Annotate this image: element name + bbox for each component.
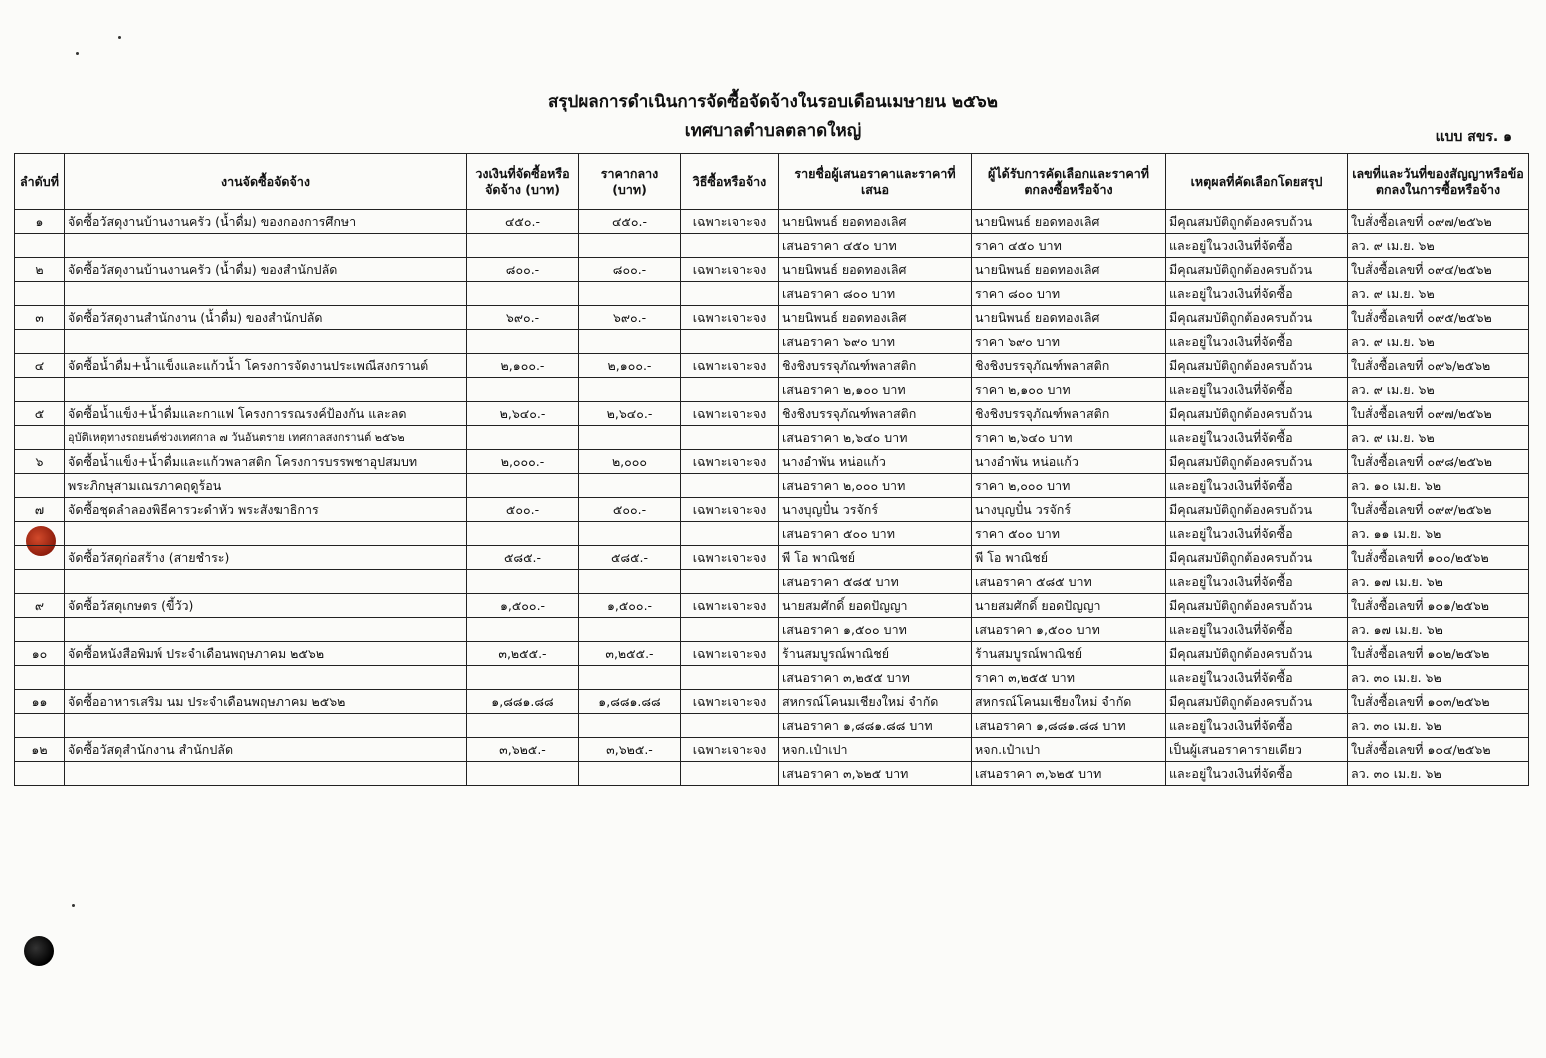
cell-item: อุบัติเหตุทางรถยนต์ช่วงเทศกาล ๗ วันอันตราย เทศกาลสงกรานต์ ๒๕๖๒ xyxy=(65,426,467,450)
cell-no: ๑๑ xyxy=(15,690,65,714)
hole-punch-mark xyxy=(24,936,54,966)
table-body xyxy=(15,210,1529,786)
cell-item xyxy=(65,378,467,402)
table-row xyxy=(15,762,1529,786)
cell-budget: ๓,๒๕๕.- xyxy=(467,642,579,666)
cell-median-price: ๑,๘๘๑.๘๘ xyxy=(579,690,681,714)
cell-budget xyxy=(467,378,579,402)
cell-no: ๗ xyxy=(15,498,65,522)
cell-method: เฉพาะเจาะจง xyxy=(681,402,779,426)
cell-no xyxy=(15,618,65,642)
cell-item xyxy=(65,522,467,546)
cell-contract: ลว. ๓๐ เม.ย. ๖๒ xyxy=(1348,666,1529,690)
cell-reason: มีคุณสมบัติถูกต้องครบถ้วน xyxy=(1166,690,1348,714)
cell-item: จัดซื้อวัสดุเกษตร (ขี้วัว) xyxy=(65,594,467,618)
cell-item xyxy=(65,282,467,306)
table-row xyxy=(15,234,1529,258)
cell-reason: มีคุณสมบัติถูกต้องครบถ้วน xyxy=(1166,258,1348,282)
cell-reason: มีคุณสมบัติถูกต้องครบถ้วน xyxy=(1166,546,1348,570)
table-row xyxy=(15,618,1529,642)
cell-median-price: ๔๕๐.- xyxy=(579,210,681,234)
cell-median-price xyxy=(579,714,681,738)
col-header-method: วิธีซื้อหรือจ้าง xyxy=(681,154,779,210)
cell-budget: ๘๐๐.- xyxy=(467,258,579,282)
cell-bidder: เสนอราคา ๓,๖๒๕ บาท xyxy=(779,762,972,786)
table-row xyxy=(15,402,1529,426)
cell-median-price xyxy=(579,234,681,258)
cell-method: เฉพาะเจาะจง xyxy=(681,642,779,666)
cell-bidder: เสนอราคา ๕๐๐ บาท xyxy=(779,522,972,546)
table-row xyxy=(15,330,1529,354)
cell-no: ๕ xyxy=(15,402,65,426)
cell-median-price xyxy=(579,426,681,450)
cell-budget: ๔๕๐.- xyxy=(467,210,579,234)
document-subtitle: เทศบาลตำบลตลาดใหญ่ xyxy=(684,121,862,141)
cell-budget: ๒,๐๐๐.- xyxy=(467,450,579,474)
cell-median-price xyxy=(579,474,681,498)
cell-bidder: นายนิพนธ์ ยอดทองเลิศ xyxy=(779,210,972,234)
table-row xyxy=(15,426,1529,450)
document-title: สรุปผลการดำเนินการจัดซื้อจัดจ้างในรอบเดือนเมษายน ๒๕๖๒ xyxy=(548,92,998,112)
cell-contract: ลว. ๑๐ เม.ย. ๖๒ xyxy=(1348,474,1529,498)
cell-budget xyxy=(467,234,579,258)
cell-no xyxy=(15,546,65,570)
cell-selected: ร้านสมบูรณ์พาณิชย์ xyxy=(972,642,1166,666)
cell-selected: ราคา ๘๐๐ บาท xyxy=(972,282,1166,306)
cell-no: ๔ xyxy=(15,354,65,378)
cell-bidder: นางอำพัน หน่อแก้ว xyxy=(779,450,972,474)
cell-contract: ลว. ๓๐ เม.ย. ๖๒ xyxy=(1348,762,1529,786)
cell-no xyxy=(15,522,65,546)
cell-method: เฉพาะเจาะจง xyxy=(681,210,779,234)
cell-contract: ลว. ๙ เม.ย. ๖๒ xyxy=(1348,282,1529,306)
table-row xyxy=(15,642,1529,666)
cell-selected: หจก.เป๋าเปา xyxy=(972,738,1166,762)
cell-selected: นายนิพนธ์ ยอดทองเลิศ xyxy=(972,306,1166,330)
cell-budget: ๒,๖๔๐.- xyxy=(467,402,579,426)
cell-reason: และอยู่ในวงเงินที่จัดซื้อ xyxy=(1166,282,1348,306)
cell-no xyxy=(15,234,65,258)
cell-budget: ๑,๕๐๐.- xyxy=(467,594,579,618)
cell-no xyxy=(15,570,65,594)
table-row xyxy=(15,282,1529,306)
table-row xyxy=(15,546,1529,570)
cell-bidder: เสนอราคา ๑,๘๘๑.๘๘ บาท xyxy=(779,714,972,738)
cell-reason: มีคุณสมบัติถูกต้องครบถ้วน xyxy=(1166,354,1348,378)
cell-bidder: เสนอราคา ๒,๖๔๐ บาท xyxy=(779,426,972,450)
cell-item: พระภิกษุสามเณรภาคฤดูร้อน xyxy=(65,474,467,498)
cell-item xyxy=(65,570,467,594)
cell-budget: ๓,๖๒๕.- xyxy=(467,738,579,762)
cell-selected: ราคา ๔๕๐ บาท xyxy=(972,234,1166,258)
cell-item: จัดซื้อวัสดุสำนักงาน สำนักปลัด xyxy=(65,738,467,762)
cell-selected: ราคา ๕๐๐ บาท xyxy=(972,522,1166,546)
cell-selected: ชิงชิงบรรจุภัณฑ์พลาสติก xyxy=(972,354,1166,378)
cell-selected: พี โอ พาณิชย์ xyxy=(972,546,1166,570)
cell-selected: นางอำพัน หน่อแก้ว xyxy=(972,450,1166,474)
cell-no: ๒ xyxy=(15,258,65,282)
procurement-table xyxy=(14,153,1529,786)
cell-item: จัดซื้อวัสดุงานบ้านงานครัว (น้ำดื่ม) ของสำนักปลัด xyxy=(65,258,467,282)
cell-reason: มีคุณสมบัติถูกต้องครบถ้วน xyxy=(1166,306,1348,330)
cell-selected: สหกรณ์โคนมเชียงใหม่ จำกัด xyxy=(972,690,1166,714)
cell-bidder: เสนอราคา ๔๕๐ บาท xyxy=(779,234,972,258)
cell-reason: และอยู่ในวงเงินที่จัดซื้อ xyxy=(1166,666,1348,690)
cell-method: เฉพาะเจาะจง xyxy=(681,498,779,522)
cell-median-price: ๑,๕๐๐.- xyxy=(579,594,681,618)
cell-bidder: นางบุญปั๋น วรจักร์ xyxy=(779,498,972,522)
cell-contract: ใบสั่งซื้อเลขที่ ๐๙๘/๒๕๖๒ xyxy=(1348,450,1529,474)
cell-no xyxy=(15,378,65,402)
cell-bidder: เสนอราคา ๘๐๐ บาท xyxy=(779,282,972,306)
cell-reason: เป็นผู้เสนอราคารายเดียว xyxy=(1166,738,1348,762)
cell-budget xyxy=(467,570,579,594)
table-row xyxy=(15,498,1529,522)
cell-item xyxy=(65,762,467,786)
cell-budget xyxy=(467,426,579,450)
cell-method xyxy=(681,570,779,594)
cell-budget xyxy=(467,762,579,786)
cell-method: เฉพาะเจาะจง xyxy=(681,306,779,330)
cell-selected: เสนอราคา ๑,๘๘๑.๘๘ บาท xyxy=(972,714,1166,738)
cell-budget: ๑,๘๘๑.๘๘ xyxy=(467,690,579,714)
cell-method xyxy=(681,714,779,738)
cell-item xyxy=(65,666,467,690)
cell-no xyxy=(15,426,65,450)
cell-no xyxy=(15,474,65,498)
cell-method: เฉพาะเจาะจง xyxy=(681,354,779,378)
cell-item xyxy=(65,234,467,258)
cell-contract: ลว. ๙ เม.ย. ๖๒ xyxy=(1348,330,1529,354)
col-header-median-price: ราคากลาง (บาท) xyxy=(579,154,681,210)
cell-no: ๑ xyxy=(15,210,65,234)
col-header-bidders: รายชื่อผู้เสนอราคาและราคาที่เสนอ xyxy=(779,154,972,210)
cell-median-price xyxy=(579,330,681,354)
cell-contract: ใบสั่งซื้อเลขที่ ๐๙๗/๒๕๖๒ xyxy=(1348,210,1529,234)
cell-bidder: สหกรณ์โคนมเชียงใหม่ จำกัด xyxy=(779,690,972,714)
cell-reason: และอยู่ในวงเงินที่จัดซื้อ xyxy=(1166,714,1348,738)
cell-contract: ใบสั่งซื้อเลขที่ ๐๙๕/๒๕๖๒ xyxy=(1348,306,1529,330)
cell-no: ๙ xyxy=(15,594,65,618)
cell-median-price: ๓,๒๕๕.- xyxy=(579,642,681,666)
cell-reason: และอยู่ในวงเงินที่จัดซื้อ xyxy=(1166,618,1348,642)
cell-item xyxy=(65,618,467,642)
table-row xyxy=(15,522,1529,546)
cell-contract: ลว. ๓๐ เม.ย. ๖๒ xyxy=(1348,714,1529,738)
cell-reason: และอยู่ในวงเงินที่จัดซื้อ xyxy=(1166,762,1348,786)
cell-contract: ลว. ๑๗ เม.ย. ๖๒ xyxy=(1348,570,1529,594)
cell-item: จัดซื้อน้ำแข็ง+น้ำดื่มและกาแฟ โครงการรณรงค์ป้องกัน และลด xyxy=(65,402,467,426)
cell-budget xyxy=(467,714,579,738)
cell-method: เฉพาะเจาะจง xyxy=(681,546,779,570)
cell-median-price xyxy=(579,618,681,642)
cell-median-price: ๒,๖๔๐.- xyxy=(579,402,681,426)
cell-selected: ราคา ๒,๑๐๐ บาท xyxy=(972,378,1166,402)
cell-selected: ราคา ๖๙๐ บาท xyxy=(972,330,1166,354)
table-row xyxy=(15,306,1529,330)
cell-no: ๑๒ xyxy=(15,738,65,762)
table-row xyxy=(15,354,1529,378)
cell-budget xyxy=(467,522,579,546)
col-header-contract: เลขที่และวันที่ของสัญญาหรือข้อตกลงในการซื้อหรือจ้าง xyxy=(1348,154,1529,210)
cell-bidder: เสนอราคา ๒,๐๐๐ บาท xyxy=(779,474,972,498)
cell-budget xyxy=(467,618,579,642)
cell-median-price xyxy=(579,378,681,402)
table-row xyxy=(15,690,1529,714)
table-row xyxy=(15,258,1529,282)
cell-reason: และอยู่ในวงเงินที่จัดซื้อ xyxy=(1166,330,1348,354)
cell-item: จัดซื้ออาหารเสริม นม ประจำเดือนพฤษภาคม ๒๕๖๒ xyxy=(65,690,467,714)
cell-method xyxy=(681,426,779,450)
cell-reason: มีคุณสมบัติถูกต้องครบถ้วน xyxy=(1166,594,1348,618)
cell-reason: มีคุณสมบัติถูกต้องครบถ้วน xyxy=(1166,210,1348,234)
col-header-no: ลำดับที่ xyxy=(15,154,65,210)
cell-median-price: ๕๘๕.- xyxy=(579,546,681,570)
cell-reason: และอยู่ในวงเงินที่จัดซื้อ xyxy=(1166,234,1348,258)
table-row xyxy=(15,378,1529,402)
cell-no xyxy=(15,762,65,786)
cell-reason: และอยู่ในวงเงินที่จัดซื้อ xyxy=(1166,474,1348,498)
cell-reason: มีคุณสมบัติถูกต้องครบถ้วน xyxy=(1166,498,1348,522)
cell-no xyxy=(15,282,65,306)
cell-contract: ใบสั่งซื้อเลขที่ ๐๙๔/๒๕๖๒ xyxy=(1348,258,1529,282)
cell-method: เฉพาะเจาะจง xyxy=(681,690,779,714)
cell-budget xyxy=(467,666,579,690)
cell-bidder: เสนอราคา ๓,๒๕๕ บาท xyxy=(779,666,972,690)
cell-bidder: หจก.เป๋าเปา xyxy=(779,738,972,762)
cell-no: ๖ xyxy=(15,450,65,474)
cell-selected: ราคา ๒,๐๐๐ บาท xyxy=(972,474,1166,498)
cell-median-price: ๓,๖๒๕.- xyxy=(579,738,681,762)
table-row xyxy=(15,714,1529,738)
cell-item: จัดซื้อน้ำแข็ง+น้ำดื่มและแก้วพลาสติก โครงการบรรพชาอุปสมบท xyxy=(65,450,467,474)
cell-method xyxy=(681,330,779,354)
cell-selected: นายนิพนธ์ ยอดทองเลิศ xyxy=(972,210,1166,234)
cell-contract: ใบสั่งซื้อเลขที่ ๑๐๑/๒๕๖๒ xyxy=(1348,594,1529,618)
cell-method xyxy=(681,474,779,498)
cell-selected: เสนอราคา ๑,๕๐๐ บาท xyxy=(972,618,1166,642)
table-row xyxy=(15,210,1529,234)
cell-bidder: นายนิพนธ์ ยอดทองเลิศ xyxy=(779,306,972,330)
table-row xyxy=(15,666,1529,690)
cell-budget xyxy=(467,474,579,498)
cell-bidder: ร้านสมบูรณ์พาณิชย์ xyxy=(779,642,972,666)
table-row xyxy=(15,594,1529,618)
cell-contract: ใบสั่งซื้อเลขที่ ๑๐๔/๒๕๖๒ xyxy=(1348,738,1529,762)
cell-reason: มีคุณสมบัติถูกต้องครบถ้วน xyxy=(1166,642,1348,666)
cell-no xyxy=(15,666,65,690)
cell-method: เฉพาะเจาะจง xyxy=(681,258,779,282)
cell-reason: มีคุณสมบัติถูกต้องครบถ้วน xyxy=(1166,402,1348,426)
cell-item: จัดซื้อวัสดุงานสำนักงาน (น้ำดื่ม) ของสำนักปลัด xyxy=(65,306,467,330)
table-row xyxy=(15,738,1529,762)
cell-selected: เสนอราคา ๓,๖๒๕ บาท xyxy=(972,762,1166,786)
col-header-reason: เหตุผลที่คัดเลือกโดยสรุป xyxy=(1166,154,1348,210)
cell-contract: ลว. ๑๑ เม.ย. ๖๒ xyxy=(1348,522,1529,546)
cell-method xyxy=(681,618,779,642)
cell-method xyxy=(681,282,779,306)
cell-selected: ราคา ๓,๒๕๕ บาท xyxy=(972,666,1166,690)
cell-selected: นางบุญปั๋น วรจักร์ xyxy=(972,498,1166,522)
cell-no: ๓ xyxy=(15,306,65,330)
cell-item xyxy=(65,714,467,738)
cell-contract: ลว. ๙ เม.ย. ๖๒ xyxy=(1348,426,1529,450)
cell-median-price: ๘๐๐.- xyxy=(579,258,681,282)
cell-item: จัดซื้อวัสดุงานบ้านงานครัว (น้ำดื่ม) ของกองการศึกษา xyxy=(65,210,467,234)
table-row xyxy=(15,450,1529,474)
cell-selected: ชิงชิงบรรจุภัณฑ์พลาสติก xyxy=(972,402,1166,426)
col-header-budget: วงเงินที่จัดซื้อหรือจัดจ้าง (บาท) xyxy=(467,154,579,210)
cell-reason: และอยู่ในวงเงินที่จัดซื้อ xyxy=(1166,378,1348,402)
cell-bidder: นายสมศักดิ์ ยอดปัญญา xyxy=(779,594,972,618)
cell-median-price: ๖๙๐.- xyxy=(579,306,681,330)
cell-reason: และอยู่ในวงเงินที่จัดซื้อ xyxy=(1166,426,1348,450)
cell-bidder: เสนอราคา ๒,๑๐๐ บาท xyxy=(779,378,972,402)
cell-contract: ใบสั่งซื้อเลขที่ ๑๐๓/๒๕๖๒ xyxy=(1348,690,1529,714)
cell-budget: ๕๘๕.- xyxy=(467,546,579,570)
cell-item: จัดซื้อน้ำดื่ม+น้ำแข็งและแก้วน้ำ โครงการจัดงานประเพณีสงกรานต์ xyxy=(65,354,467,378)
cell-reason: และอยู่ในวงเงินที่จัดซื้อ xyxy=(1166,570,1348,594)
cell-method: เฉพาะเจาะจง xyxy=(681,738,779,762)
cell-selected: เสนอราคา ๕๘๕ บาท xyxy=(972,570,1166,594)
cell-median-price xyxy=(579,570,681,594)
cell-contract: ใบสั่งซื้อเลขที่ ๐๙๖/๒๕๖๒ xyxy=(1348,354,1529,378)
cell-contract: ใบสั่งซื้อเลขที่ ๐๙๗/๒๕๖๒ xyxy=(1348,402,1529,426)
cell-budget xyxy=(467,282,579,306)
cell-contract: ใบสั่งซื้อเลขที่ ๑๐๒/๒๕๖๒ xyxy=(1348,642,1529,666)
cell-method xyxy=(681,378,779,402)
table-row xyxy=(15,474,1529,498)
cell-median-price xyxy=(579,282,681,306)
cell-no xyxy=(15,714,65,738)
cell-no xyxy=(15,330,65,354)
cell-bidder: ชิงชิงบรรจุภัณฑ์พลาสติก xyxy=(779,402,972,426)
cell-bidder: เสนอราคา ๑,๕๐๐ บาท xyxy=(779,618,972,642)
cell-bidder: พี โอ พาณิชย์ xyxy=(779,546,972,570)
cell-selected: นายนิพนธ์ ยอดทองเลิศ xyxy=(972,258,1166,282)
cell-bidder: เสนอราคา ๕๘๕ บาท xyxy=(779,570,972,594)
cell-contract: ลว. ๙ เม.ย. ๖๒ xyxy=(1348,234,1529,258)
cell-bidder: นายนิพนธ์ ยอดทองเลิศ xyxy=(779,258,972,282)
cell-median-price: ๕๐๐.- xyxy=(579,498,681,522)
cell-method xyxy=(681,522,779,546)
cell-reason: มีคุณสมบัติถูกต้องครบถ้วน xyxy=(1166,450,1348,474)
cell-method: เฉพาะเจาะจง xyxy=(681,450,779,474)
cell-budget: ๕๐๐.- xyxy=(467,498,579,522)
col-header-selected: ผู้ได้รับการคัดเลือกและราคาที่ตกลงซื้อหรือจ้าง xyxy=(972,154,1166,210)
cell-reason: และอยู่ในวงเงินที่จัดซื้อ xyxy=(1166,522,1348,546)
cell-median-price xyxy=(579,522,681,546)
cell-item: จัดซื้อหนังสือพิมพ์ ประจำเดือนพฤษภาคม ๒๕๖๒ xyxy=(65,642,467,666)
cell-method xyxy=(681,234,779,258)
cell-bidder: ชิงชิงบรรจุภัณฑ์พลาสติก xyxy=(779,354,972,378)
cell-bidder: เสนอราคา ๖๙๐ บาท xyxy=(779,330,972,354)
cell-item: จัดซื้อชุดลำลองพิธีคารวะดำหัว พระสังฆาธิการ xyxy=(65,498,467,522)
cell-budget: ๖๙๐.- xyxy=(467,306,579,330)
cell-median-price xyxy=(579,666,681,690)
cell-contract: ลว. ๙ เม.ย. ๖๒ xyxy=(1348,378,1529,402)
cell-contract: ลว. ๑๗ เม.ย. ๖๒ xyxy=(1348,618,1529,642)
cell-median-price: ๒,๐๐๐ xyxy=(579,450,681,474)
cell-method xyxy=(681,762,779,786)
cell-selected: นายสมศักดิ์ ยอดปัญญา xyxy=(972,594,1166,618)
table-row xyxy=(15,570,1529,594)
cell-method xyxy=(681,666,779,690)
cell-budget: ๒,๑๐๐.- xyxy=(467,354,579,378)
form-code: แบบ สขร. ๑ xyxy=(1435,129,1512,145)
table-header-row xyxy=(15,154,1529,210)
cell-item xyxy=(65,330,467,354)
cell-selected: ราคา ๒,๖๔๐ บาท xyxy=(972,426,1166,450)
cell-method: เฉพาะเจาะจง xyxy=(681,594,779,618)
cell-contract: ใบสั่งซื้อเลขที่ ๑๐๐/๒๕๖๒ xyxy=(1348,546,1529,570)
cell-median-price xyxy=(579,762,681,786)
cell-no: ๑๐ xyxy=(15,642,65,666)
cell-contract: ใบสั่งซื้อเลขที่ ๐๙๙/๒๕๖๒ xyxy=(1348,498,1529,522)
cell-budget xyxy=(467,330,579,354)
cell-item: จัดซื้อวัสดุก่อสร้าง (สายชำระ) xyxy=(65,546,467,570)
cell-median-price: ๒,๑๐๐.- xyxy=(579,354,681,378)
col-header-item: งานจัดซื้อจัดจ้าง xyxy=(65,154,467,210)
